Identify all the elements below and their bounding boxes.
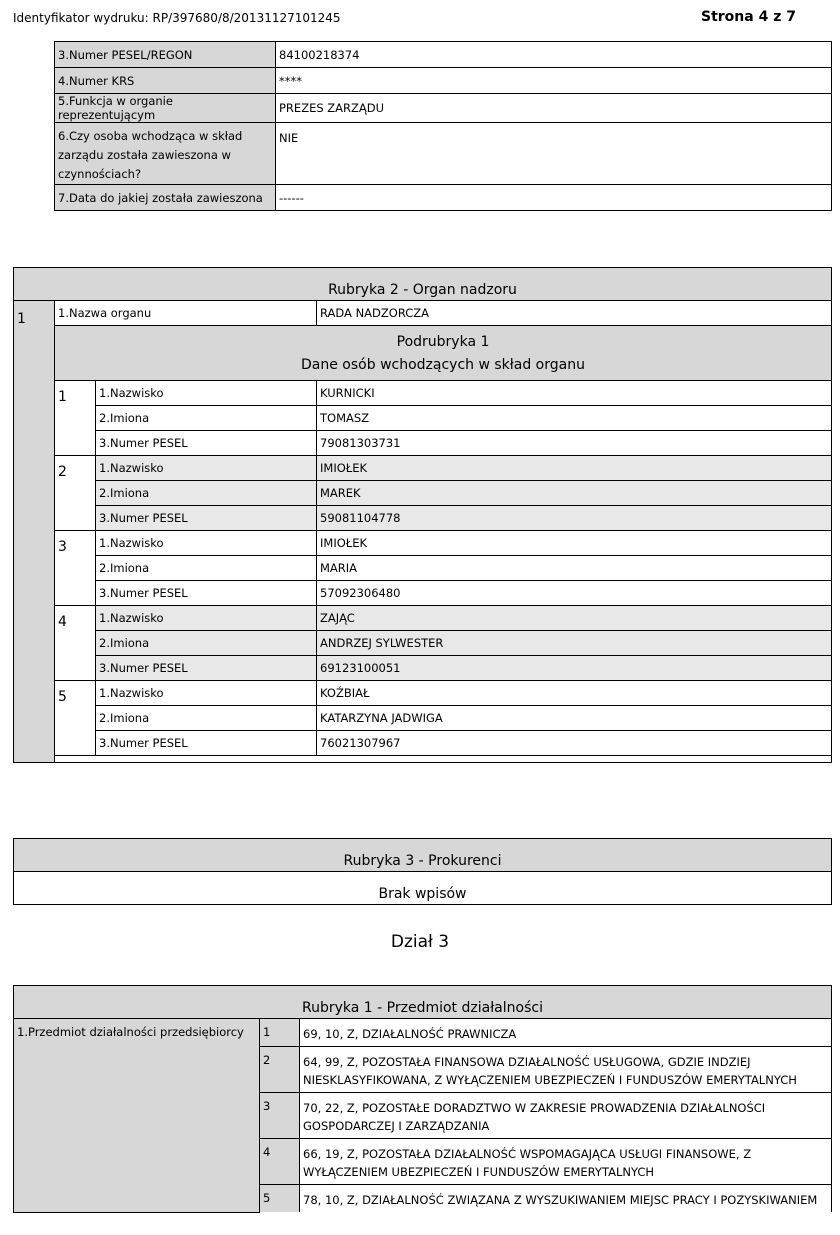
field-label: 3.Numer PESEL (96, 581, 317, 606)
member-number: 4 (55, 606, 96, 681)
item-number: 4 (260, 1139, 300, 1185)
field-label: 3.Numer PESEL (96, 731, 317, 756)
member-pesel: 76021307967 (317, 731, 832, 756)
field-label: 1.Nazwisko (96, 681, 317, 706)
section-title: Rubryka 2 - Organ nadzoru (14, 268, 832, 301)
field-label: 1.Nazwisko (96, 531, 317, 556)
field-label: 7.Data do jakiej została zawieszona (55, 185, 276, 211)
field-value: **** (276, 68, 832, 94)
item-text: 70, 22, Z, POZOSTAŁE DORADZTWO W ZAKRESIE PROWADZENIA DZIAŁALNOŚCI GOSPODARCZEJ I ZARZĄDZANIA (300, 1093, 832, 1139)
member-surname: IMIOŁEK (317, 531, 832, 556)
member-surname: ZAJĄC (317, 606, 832, 631)
member-surname: KURNICKI (317, 381, 832, 406)
field-label: 2.Imiona (96, 481, 317, 506)
table-row (55, 68, 832, 94)
field-label: 2.Imiona (96, 556, 317, 581)
group-number: 1 (14, 301, 55, 763)
table-row (14, 731, 832, 756)
print-identifier: Identyfikator wydruku: RP/397680/8/20131127101245 (13, 11, 341, 25)
field-value: NIE (276, 123, 832, 185)
section-title: Rubryka 3 - Prokurenci (14, 839, 832, 872)
business-activity-table (13, 985, 832, 1213)
table-row (14, 631, 832, 656)
field-label: 3.Numer PESEL (96, 656, 317, 681)
field-value: ------ (276, 185, 832, 211)
member-names: MARIA (317, 556, 832, 581)
item-text: 64, 99, Z, POZOSTAŁA FINANSOWA DZIAŁALNOŚĆ USŁUGOWA, GDZIE INDZIEJ NIESKLASYFIKOWANA, Z WYŁĄCZENIEM UBEZPIECZEŃ I FUNDUSZÓW EMERYTALNYCH (300, 1047, 832, 1093)
field-value: 84100218374 (276, 42, 832, 68)
item-number: 2 (260, 1047, 300, 1093)
table-row (14, 406, 832, 431)
table-row (14, 656, 832, 681)
field-label: 2.Imiona (96, 706, 317, 731)
table-row (14, 681, 832, 706)
member-names: KATARZYNA JADWIGA (317, 706, 832, 731)
chapter-title: Dział 3 (390, 932, 450, 952)
table-row (55, 123, 832, 185)
member-pesel: 57092306480 (317, 581, 832, 606)
member-pesel: 79081303731 (317, 431, 832, 456)
field-label: 1.Nazwisko (96, 381, 317, 406)
table-row (55, 42, 832, 68)
field-label: 1.Nazwa organu (55, 301, 317, 326)
person-details-table (54, 41, 832, 211)
table-row (14, 301, 832, 326)
table-row (14, 506, 832, 531)
supervisory-body-table (13, 267, 832, 763)
subsection-title (55, 326, 832, 381)
table-row (14, 1019, 832, 1047)
table-row (14, 581, 832, 606)
field-label: 6.Czy osoba wchodząca w skład zarządu została zawieszona w czynnościach? (55, 123, 276, 185)
field-label: 1.Przedmiot działalności przedsiębiorcy (14, 1019, 260, 1213)
subsection-caption: Dane osób wchodzących w skład organu (301, 357, 585, 373)
page-number: Strona 4 z 7 (701, 9, 796, 25)
member-number: 3 (55, 531, 96, 606)
item-text: 69, 10, Z, DZIAŁALNOŚĆ PRAWNICZA (300, 1019, 832, 1047)
member-surname: KOŹBIAŁ (317, 681, 832, 706)
subsection-number: Podrubryka 1 (396, 334, 490, 350)
member-surname: IMIOŁEK (317, 456, 832, 481)
field-label: 3.Numer PESEL/REGON (55, 42, 276, 68)
empty-entries: Brak wpisów (14, 872, 832, 905)
item-number: 3 (260, 1093, 300, 1139)
table-row (14, 456, 832, 481)
table-row (55, 185, 832, 211)
member-pesel: 59081104778 (317, 506, 832, 531)
field-label: 1.Nazwisko (96, 456, 317, 481)
table-row (55, 94, 832, 123)
field-label: 3.Numer PESEL (96, 506, 317, 531)
member-number: 1 (55, 381, 96, 456)
member-names: ANDRZEJ SYLWESTER (317, 631, 832, 656)
field-value: PREZES ZARZĄDU (276, 94, 832, 123)
member-number: 5 (55, 681, 96, 756)
table-row (14, 606, 832, 631)
section-title: Rubryka 1 - Przedmiot działalności (14, 986, 832, 1019)
field-label: 2.Imiona (96, 406, 317, 431)
table-spacer (55, 756, 832, 763)
member-names: TOMASZ (317, 406, 832, 431)
field-label: 2.Imiona (96, 631, 317, 656)
field-label: 1.Nazwisko (96, 606, 317, 631)
table-row (14, 381, 832, 406)
member-names: MAREK (317, 481, 832, 506)
proxies-table (13, 838, 832, 905)
field-label: 3.Numer PESEL (96, 431, 317, 456)
field-value: RADA NADZORCZA (317, 301, 832, 326)
field-label: 4.Numer KRS (55, 68, 276, 94)
table-row (14, 431, 832, 456)
member-number: 2 (55, 456, 96, 531)
item-text: 66, 19, Z, POZOSTAŁA DZIAŁALNOŚĆ WSPOMAGAJĄCA USŁUGI FINANSOWE, Z WYŁĄCZENIEM UBEZPIECZEŃ I FUNDUSZÓW EMERYTALNYCH (300, 1139, 832, 1185)
table-row (14, 556, 832, 581)
member-pesel: 69123100051 (317, 656, 832, 681)
item-number: 5 (260, 1185, 300, 1213)
item-text: 78, 10, Z, DZIAŁALNOŚĆ ZWIĄZANA Z WYSZUKIWANIEM MIEJSC PRACY I POZYSKIWANIEM (300, 1185, 832, 1213)
field-label: 5.Funkcja w organie reprezentującym (55, 94, 276, 123)
table-row (14, 531, 832, 556)
item-number: 1 (260, 1019, 300, 1047)
table-row (14, 481, 832, 506)
table-row (14, 706, 832, 731)
